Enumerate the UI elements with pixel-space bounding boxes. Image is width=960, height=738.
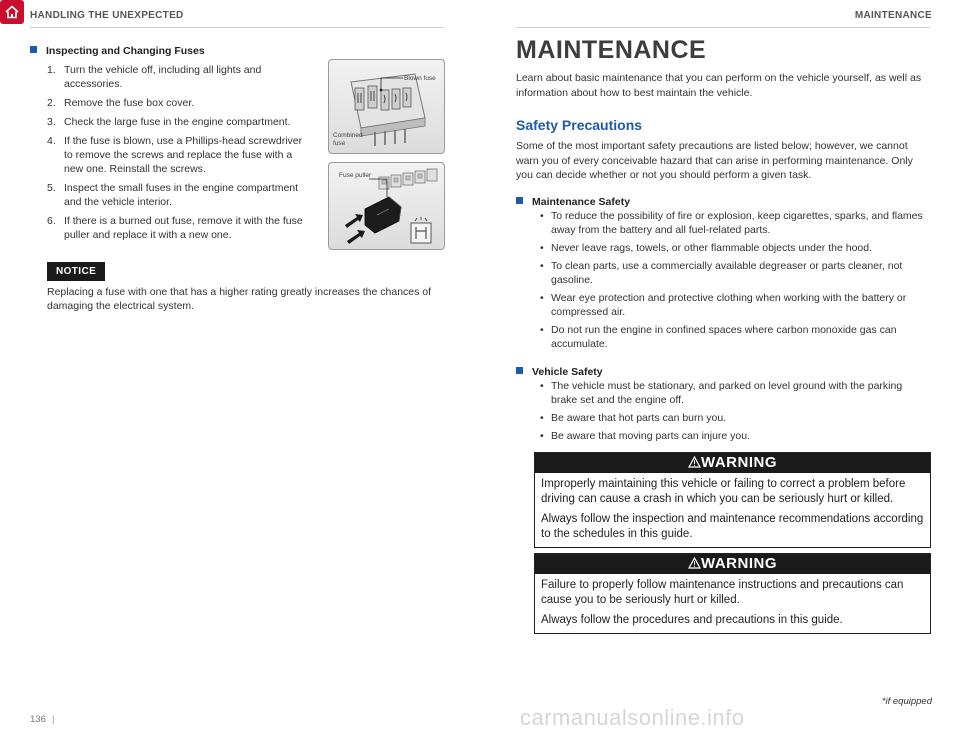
vehicle-safety-title: Vehicle Safety <box>532 366 603 378</box>
square-bullet-icon <box>516 197 523 204</box>
maintenance-safety-title: Maintenance Safety <box>532 196 631 208</box>
combined-fuse-label: Combined fuse <box>333 132 363 147</box>
safety-intro-paragraph: Some of the most important safety precautions are listed below; however, we cannot warn you of every conceivable hazard that can arise in performing maintenance. Only you can decide whether or not you should perform a given task. <box>516 140 913 181</box>
warning-box-1 <box>534 452 931 548</box>
page-number-separator: | <box>52 714 55 725</box>
right-running-header: MAINTENANCE <box>854 10 932 21</box>
square-bullet-icon <box>516 367 523 374</box>
home-icon <box>4 4 20 20</box>
list-item: • Do not run the engine in confined spaces where carbon monoxide gas can accumulate. <box>540 324 897 350</box>
list-item: • To clean parts, use a commercially available degreaser or parts cleaner, not gasoline. <box>540 260 903 286</box>
blown-fuse-label: Blown fuse <box>404 75 436 82</box>
notice-tag: NOTICE <box>47 262 105 281</box>
vehicle-safety-list <box>534 379 930 447</box>
square-bullet-icon <box>30 46 37 53</box>
step-item: 3. Check the large fuse in the engine compartment. <box>47 116 291 128</box>
list-item: • Be aware that moving parts can injure you. <box>540 430 751 442</box>
header-rule-right <box>516 27 930 28</box>
vehicle-safety-heading <box>516 362 603 380</box>
step-item: 6. If there is a burned out fuse, remove it with the fuse puller and replace it with a new one. <box>47 215 303 241</box>
fuse-puller-label: Fuse puller <box>339 172 372 179</box>
step-item: 4. If the fuse is blown, use a Phillips-head screwdriver to remove the screws and replace the fuse with a new one. Reinstall the screws. <box>47 135 303 175</box>
intro-paragraph: Learn about basic maintenance that you can perform on the vehicle yourself, as well as information about how to best maintain the vehicle. <box>516 72 922 99</box>
step-item: 5. Inspect the small fuses in the engine compartment and the vehicle interior. <box>47 182 299 208</box>
warning-header: WARNING <box>535 453 930 473</box>
watermark: carmanualsonline.info <box>520 705 745 730</box>
step-item: 1. Turn the vehicle off, including all lights and accessories. <box>47 64 262 90</box>
step-item: 2. Remove the fuse box cover. <box>47 97 195 109</box>
warning-box-2 <box>534 553 931 634</box>
safety-precautions-heading: Safety Precautions <box>516 117 643 133</box>
notice-text: Replacing a fuse with one that has a higher rating greatly increases the chances of damaging the electrical system. <box>47 286 432 312</box>
header-rule-left <box>30 27 444 28</box>
list-item: • The vehicle must be stationary, and parked on level ground with the parking brake set and the engine off. <box>540 380 903 406</box>
list-item: • To reduce the possibility of fire or explosion, keep cigarettes, sparks, and flames away from the battery and all fuel-related parts. <box>540 210 923 236</box>
maintenance-safety-heading <box>516 192 630 210</box>
list-item: • Wear eye protection and protective clothing when working with the battery or compressed air. <box>540 292 907 318</box>
fuse-box-illustration <box>328 59 445 154</box>
left-running-header: HANDLING THE UNEXPECTED <box>30 10 184 21</box>
fuse-subsection-heading <box>30 41 205 59</box>
maintenance-safety-list <box>534 209 930 355</box>
warning-triangle-icon <box>688 456 701 468</box>
page-number-left: 136 <box>30 714 46 725</box>
page-title: MAINTENANCE <box>516 36 707 64</box>
warning-header: WARNING <box>535 554 930 574</box>
list-item: • Never leave rags, towels, or other flammable objects under the hood. <box>540 242 873 254</box>
warning-body: Improperly maintaining this vehicle or failing to correct a problem before driving can cause a crash in which you can be seriously hurt or killed. Always follow the inspection and maintenance recommendations according to the schedules in this guide. <box>541 478 924 540</box>
warning-triangle-icon <box>688 557 701 569</box>
fuse-steps-list <box>47 63 312 247</box>
list-item: • Be aware that hot parts can burn you. <box>540 412 727 424</box>
home-button[interactable] <box>0 0 24 24</box>
if-equipped-footnote: *if equipped <box>881 696 932 707</box>
fuse-puller-illustration <box>328 162 445 250</box>
fuse-subsection-title: Inspecting and Changing Fuses <box>46 45 205 57</box>
warning-body: Failure to properly follow maintenance instructions and precautions can cause you to be seriously hurt or killed. Always follow the procedures and precautions in this guide. <box>541 579 904 626</box>
